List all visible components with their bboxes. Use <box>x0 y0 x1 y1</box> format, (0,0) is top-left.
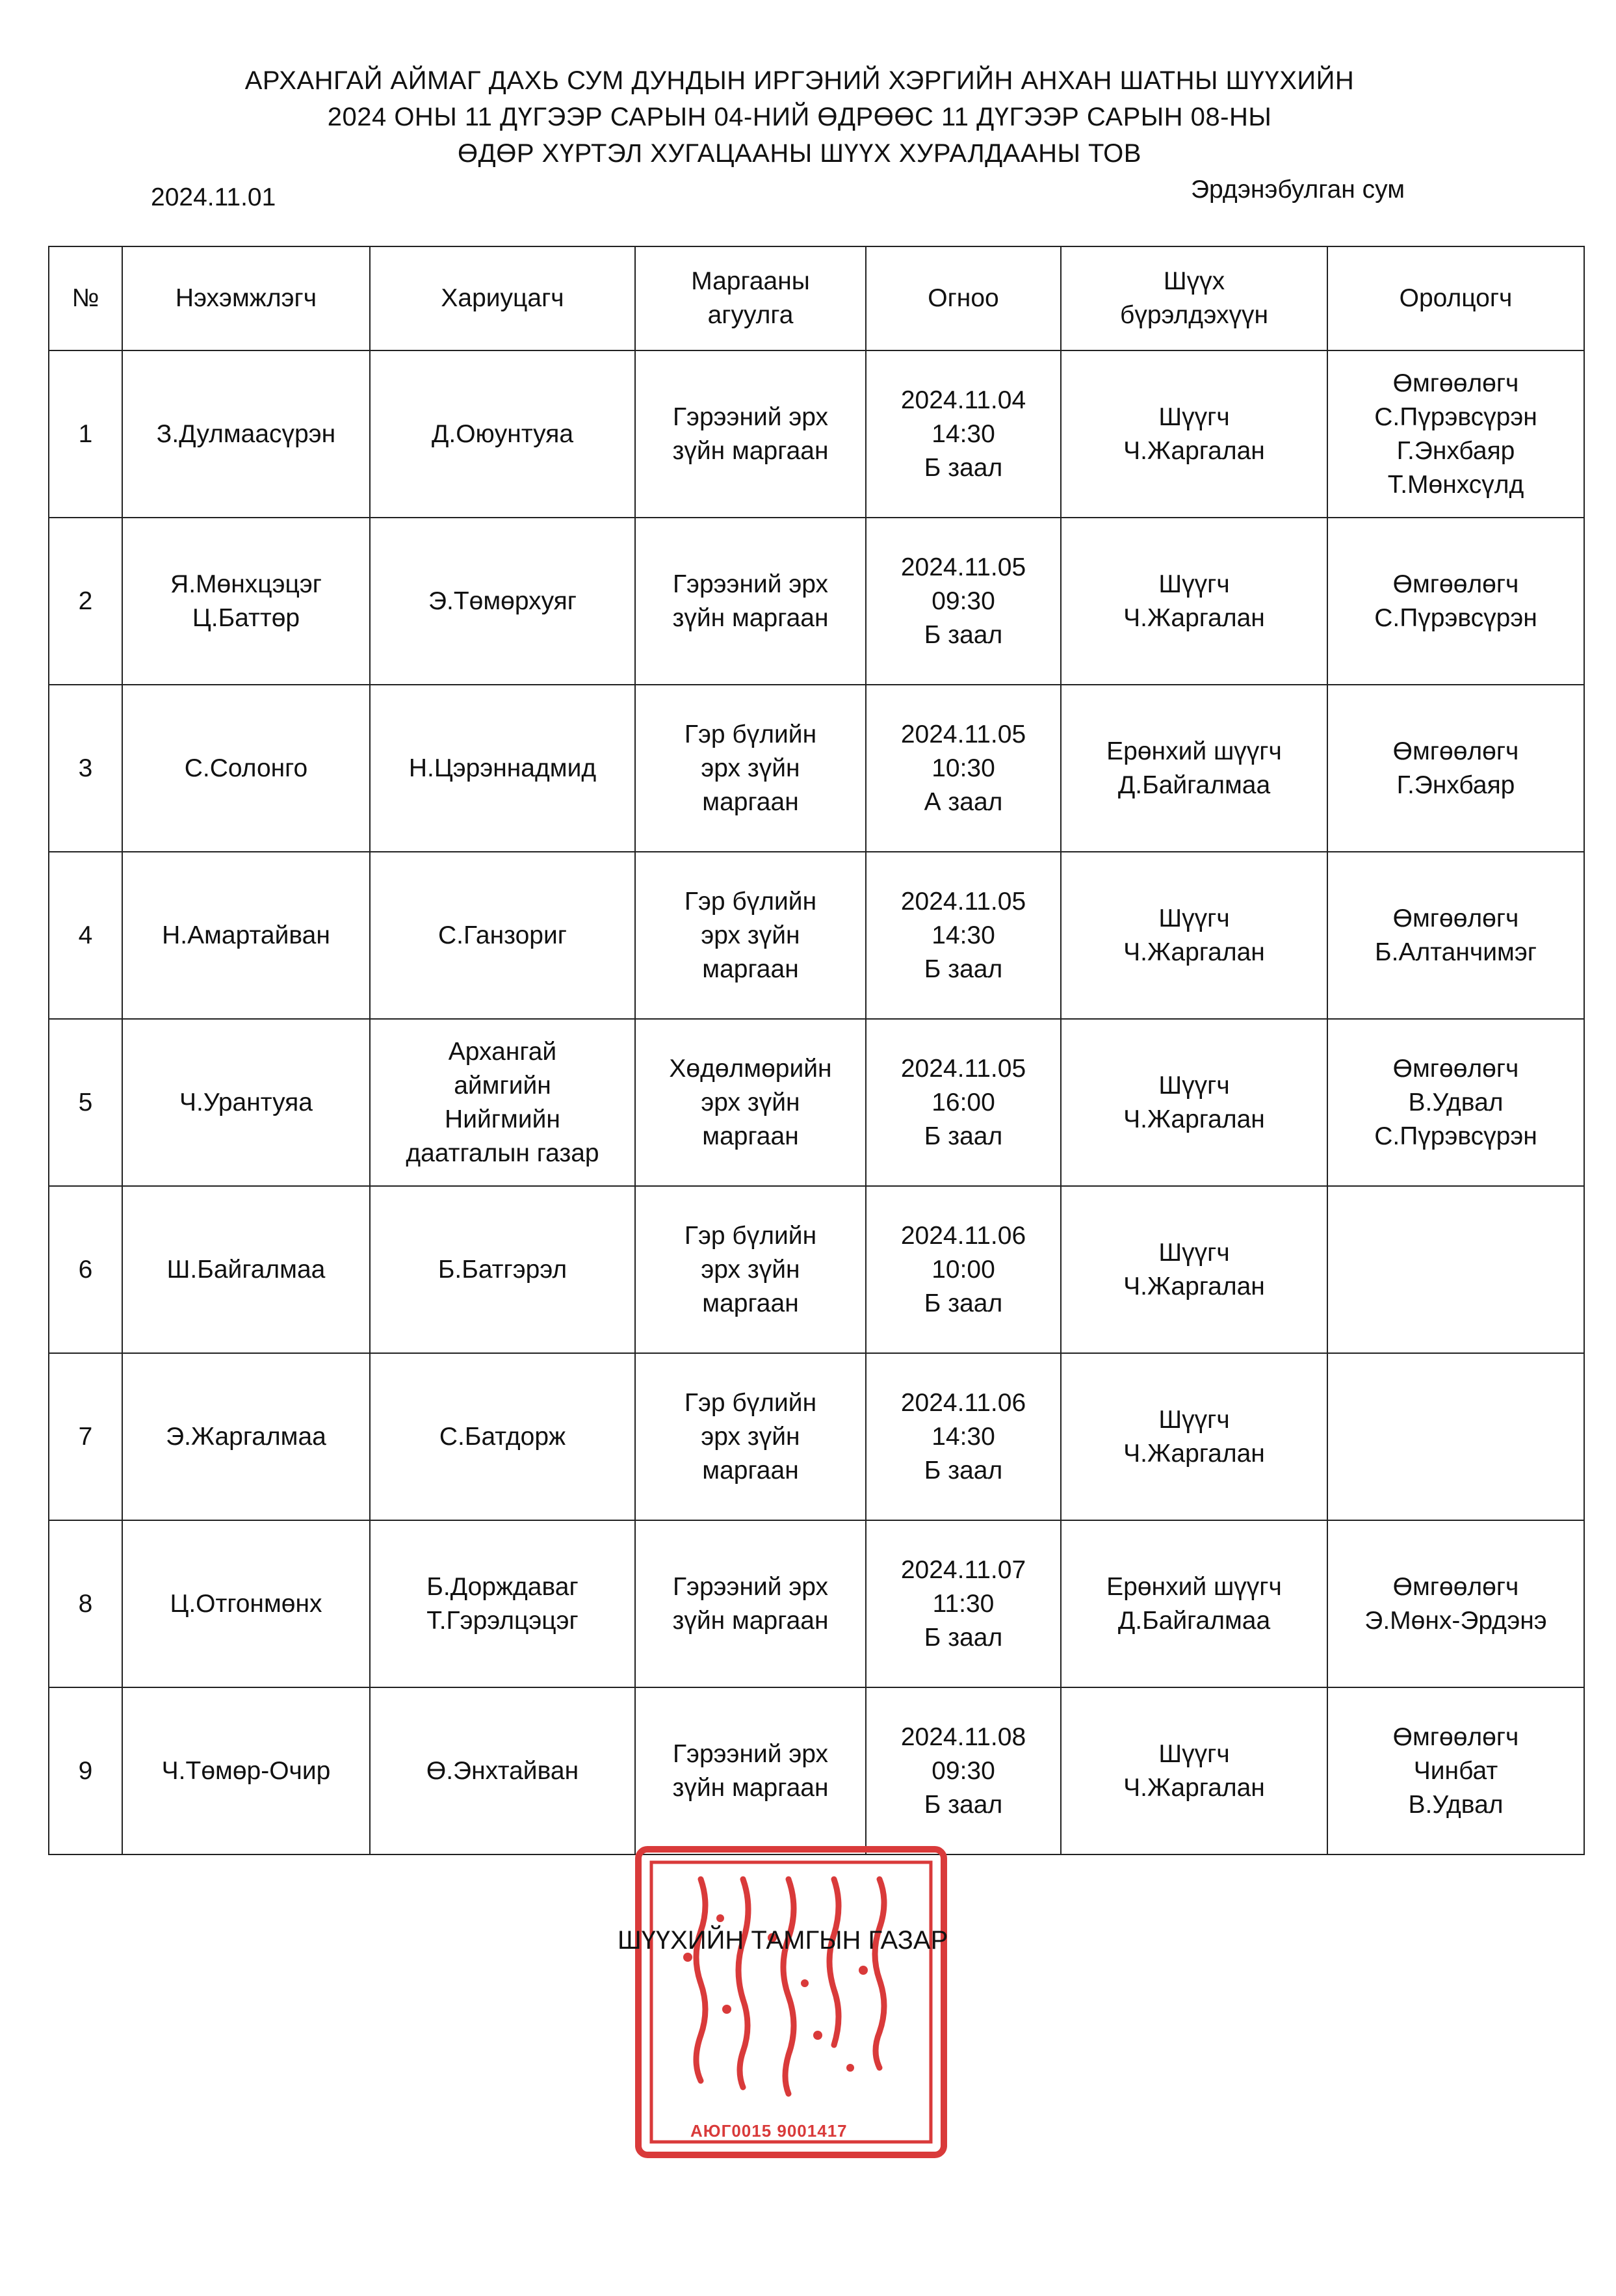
subject-cell: Гэр бүлийн эрх зүйн маргаан <box>635 685 866 852</box>
official-stamp <box>629 1840 953 2164</box>
participants-cell: Өмгөөлөгч Б.Алтанчимэг <box>1327 852 1584 1019</box>
defendant-cell: Э.Төмөрхуяг <box>370 518 635 685</box>
participants-cell: Өмгөөлөгч С.Пүрэвсүрэн Г.Энхбаяр Т.Мөнхсүлд <box>1327 350 1584 518</box>
court-cell: Ерөнхий шүүгч Д.Байгалмаа <box>1061 1520 1327 1687</box>
header-participants: Оролцогч <box>1327 246 1584 350</box>
court-cell: Шүүгч Ч.Жаргалан <box>1061 518 1327 685</box>
date-cell: 2024.11.06 14:30 Б заал <box>866 1353 1061 1520</box>
subject-cell: Гэрээний эрх зүйн маргаан <box>635 1520 866 1687</box>
subject-cell: Гэр бүлийн эрх зүйн маргаан <box>635 852 866 1019</box>
row-number: 8 <box>49 1520 122 1687</box>
court-cell: Ерөнхий шүүгч Д.Байгалмаа <box>1061 685 1327 852</box>
row-number: 3 <box>49 685 122 852</box>
table-row <box>49 1186 1584 1353</box>
header-defendant: Хариуцагч <box>370 246 635 350</box>
plaintiff-cell: Ч.Урантуяа <box>122 1019 370 1186</box>
header-date: Огноо <box>866 246 1061 350</box>
table-row <box>49 685 1584 852</box>
defendant-cell: С.Батдорж <box>370 1353 635 1520</box>
participants-cell: Өмгөөлөгч С.Пүрэвсүрэн <box>1327 518 1584 685</box>
date-cell: 2024.11.05 14:30 Б заал <box>866 852 1061 1019</box>
subject-cell: Гэрээний эрх зүйн маргаан <box>635 350 866 518</box>
court-cell: Шүүгч Ч.Жаргалан <box>1061 1186 1327 1353</box>
court-office-label: ШҮҮХИЙН ТАМГЫН ГАЗАР <box>618 1926 948 1955</box>
defendant-cell: Н.Цэрэннадмид <box>370 685 635 852</box>
subject-cell: Гэрээний эрх зүйн маргаан <box>635 518 866 685</box>
subject-cell: Гэр бүлийн эрх зүйн маргаан <box>635 1186 866 1353</box>
participants-cell <box>1327 1186 1584 1353</box>
header-subject: Маргааны агуулга <box>635 246 866 350</box>
row-number: 5 <box>49 1019 122 1186</box>
table-row <box>49 1019 1584 1186</box>
participants-cell: Өмгөөлөгч В.Удвал С.Пүрэвсүрэн <box>1327 1019 1584 1186</box>
row-number: 7 <box>49 1353 122 1520</box>
table-row <box>49 518 1584 685</box>
participants-cell: Өмгөөлөгч Г.Энхбаяр <box>1327 685 1584 852</box>
header-court: Шүүх бүрэлдэхүүн <box>1061 246 1327 350</box>
plaintiff-cell: Э.Жаргалмаа <box>122 1353 370 1520</box>
date-cell: 2024.11.05 09:30 Б заал <box>866 518 1061 685</box>
plaintiff-cell: Я.Мөнхцэцэг Ц.Баттөр <box>122 518 370 685</box>
header-number: № <box>49 246 122 350</box>
defendant-cell: С.Ганзориг <box>370 852 635 1019</box>
table-row <box>49 350 1584 518</box>
title-line-1: АРХАНГАЙ АЙМАГ ДАХЬ СУМ ДУНДЫН ИРГЭНИЙ ХЭРГИЙН АНХАН ШАТНЫ ШҮҮХИЙН <box>244 66 1355 95</box>
subject-cell: Хөдөлмөрийн эрх зүйн маргаан <box>635 1019 866 1186</box>
table-row <box>49 1353 1584 1520</box>
plaintiff-cell: З.Дулмаасүрэн <box>122 350 370 518</box>
court-cell: Шүүгч Ч.Жаргалан <box>1061 1353 1327 1520</box>
date-cell: 2024.11.05 16:00 Б заал <box>866 1019 1061 1186</box>
table-header-row <box>49 246 1584 350</box>
stamp-code: АЮГ0015 9001417 <box>690 2121 848 2141</box>
title-line-2: 2024 ОНЫ 11 ДҮГЭЭР САРЫН 04-НИЙ ӨДРӨӨС 11 ДҮГЭЭР САРЫН 08-НЫ <box>327 103 1272 131</box>
date-cell: 2024.11.07 11:30 Б заал <box>866 1520 1061 1687</box>
row-number: 2 <box>49 518 122 685</box>
date-cell: 2024.11.08 09:30 Б заал <box>866 1687 1061 1854</box>
row-number: 1 <box>49 350 122 518</box>
plaintiff-cell: Ц.Отгонмөнх <box>122 1520 370 1687</box>
plaintiff-cell: Ш.Байгалмаа <box>122 1186 370 1353</box>
row-number: 9 <box>49 1687 122 1854</box>
row-number: 6 <box>49 1186 122 1353</box>
participants-cell: Өмгөөлөгч Чинбат В.Удвал <box>1327 1687 1584 1854</box>
defendant-cell: Д.Оюунтуяа <box>370 350 635 518</box>
defendant-cell: Архангай аймгийн Нийгмийн даатгалын газар <box>370 1019 635 1186</box>
participants-cell: Өмгөөлөгч Э.Мөнх-Эрдэнэ <box>1327 1520 1584 1687</box>
date-cell: 2024.11.05 10:30 А заал <box>866 685 1061 852</box>
plaintiff-cell: Ч.Төмөр-Очир <box>122 1687 370 1854</box>
subject-cell: Гэрээний эрх зүйн маргаан <box>635 1687 866 1854</box>
participants-cell <box>1327 1353 1584 1520</box>
document-date: 2024.11.01 <box>151 183 276 211</box>
table-row <box>49 1520 1584 1687</box>
court-cell: Шүүгч Ч.Жаргалан <box>1061 350 1327 518</box>
date-cell: 2024.11.04 14:30 Б заал <box>866 350 1061 518</box>
court-cell: Шүүгч Ч.Жаргалан <box>1061 1019 1327 1186</box>
header-plaintiff: Нэхэмжлэгч <box>122 246 370 350</box>
table-row <box>49 852 1584 1019</box>
defendant-cell: Ө.Энхтайван <box>370 1687 635 1854</box>
hearing-schedule-table <box>48 246 1585 1855</box>
defendant-cell: Б.Дорждаваг Т.Гэрэлцэцэг <box>370 1520 635 1687</box>
subject-cell: Гэр бүлийн эрх зүйн маргаан <box>635 1353 866 1520</box>
court-cell: Шүүгч Ч.Жаргалан <box>1061 1687 1327 1854</box>
defendant-cell: Б.Батгэрэл <box>370 1186 635 1353</box>
court-cell: Шүүгч Ч.Жаргалан <box>1061 852 1327 1019</box>
date-cell: 2024.11.06 10:00 Б заал <box>866 1186 1061 1353</box>
table-row <box>49 1687 1584 1854</box>
document-title <box>111 62 1489 172</box>
document-place: Эрдэнэбулган сум <box>1191 176 1405 204</box>
plaintiff-cell: Н.Амартайван <box>122 852 370 1019</box>
plaintiff-cell: С.Солонго <box>122 685 370 852</box>
title-line-3: ӨДӨР ХҮРТЭЛ ХУГАЦААНЫ ШҮҮХ ХУРАЛДААНЫ ТОВ <box>458 139 1141 168</box>
row-number: 4 <box>49 852 122 1019</box>
